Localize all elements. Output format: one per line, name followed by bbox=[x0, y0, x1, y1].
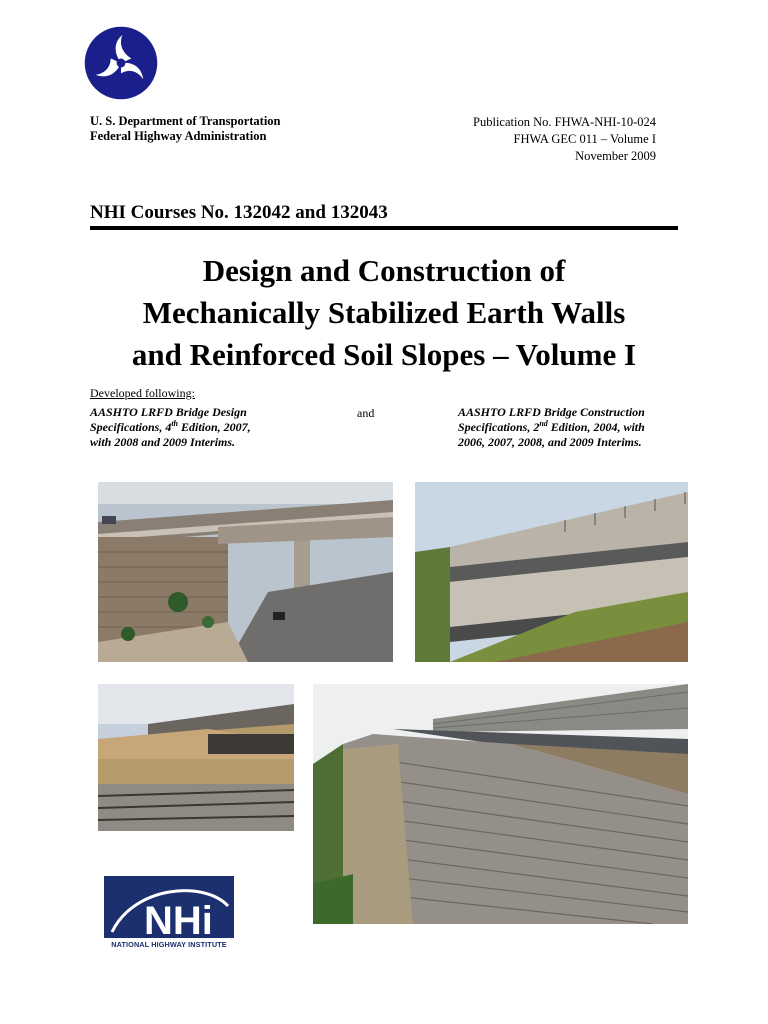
photo-highway-interchange bbox=[98, 482, 393, 662]
publication-block bbox=[473, 114, 656, 165]
course-heading: NHI Courses No. 132042 and 132043 bbox=[90, 202, 388, 223]
title-line-2: Mechanically Stabilized Earth Walls bbox=[142, 295, 626, 330]
photo-tiered-wall bbox=[415, 482, 688, 662]
agency-line-2: Federal Highway Administration bbox=[90, 129, 267, 143]
spec-left-line-1: AASHTO LRFD Bridge Design bbox=[90, 405, 247, 419]
title-line-3: and Reinforced Soil Slopes – Volume I bbox=[131, 337, 637, 372]
publication-number: Publication No. FHWA-NHI-10-024 bbox=[473, 115, 656, 129]
publication-date: November 2009 bbox=[575, 149, 656, 163]
developed-label: Developed following: bbox=[90, 386, 195, 400]
gec-number: FHWA GEC 011 – Volume I bbox=[513, 132, 656, 146]
document-title bbox=[60, 250, 708, 376]
title-line-1: Design and Construction of bbox=[202, 253, 566, 288]
nhi-caption: NATIONAL HIGHWAY INSTITUTE bbox=[111, 940, 227, 949]
spec-right-line-1: AASHTO LRFD Bridge Construction bbox=[458, 405, 645, 419]
divider-rule bbox=[90, 226, 678, 230]
spec-and: and bbox=[357, 406, 375, 420]
spec-left-line-2: Specifications, 4th Edition, 2007, bbox=[90, 419, 251, 434]
spec-left-line-3: with 2008 and 2009 Interims. bbox=[90, 435, 236, 449]
photo-rail-wall bbox=[98, 684, 294, 831]
agency-line-1: U. S. Department of Transportation bbox=[90, 114, 281, 128]
agency-block bbox=[90, 114, 281, 144]
nhi-logo-text: NHi bbox=[144, 899, 213, 938]
spec-right-line-2: Specifications, 2nd Edition, 2004, with bbox=[458, 419, 645, 434]
dot-logo bbox=[84, 26, 158, 100]
photo-reinforced-slope bbox=[313, 684, 688, 924]
spec-right-line-3: 2006, 2007, 2008, and 2009 Interims. bbox=[458, 435, 642, 449]
spec-right bbox=[458, 405, 698, 450]
spec-left bbox=[90, 405, 320, 450]
